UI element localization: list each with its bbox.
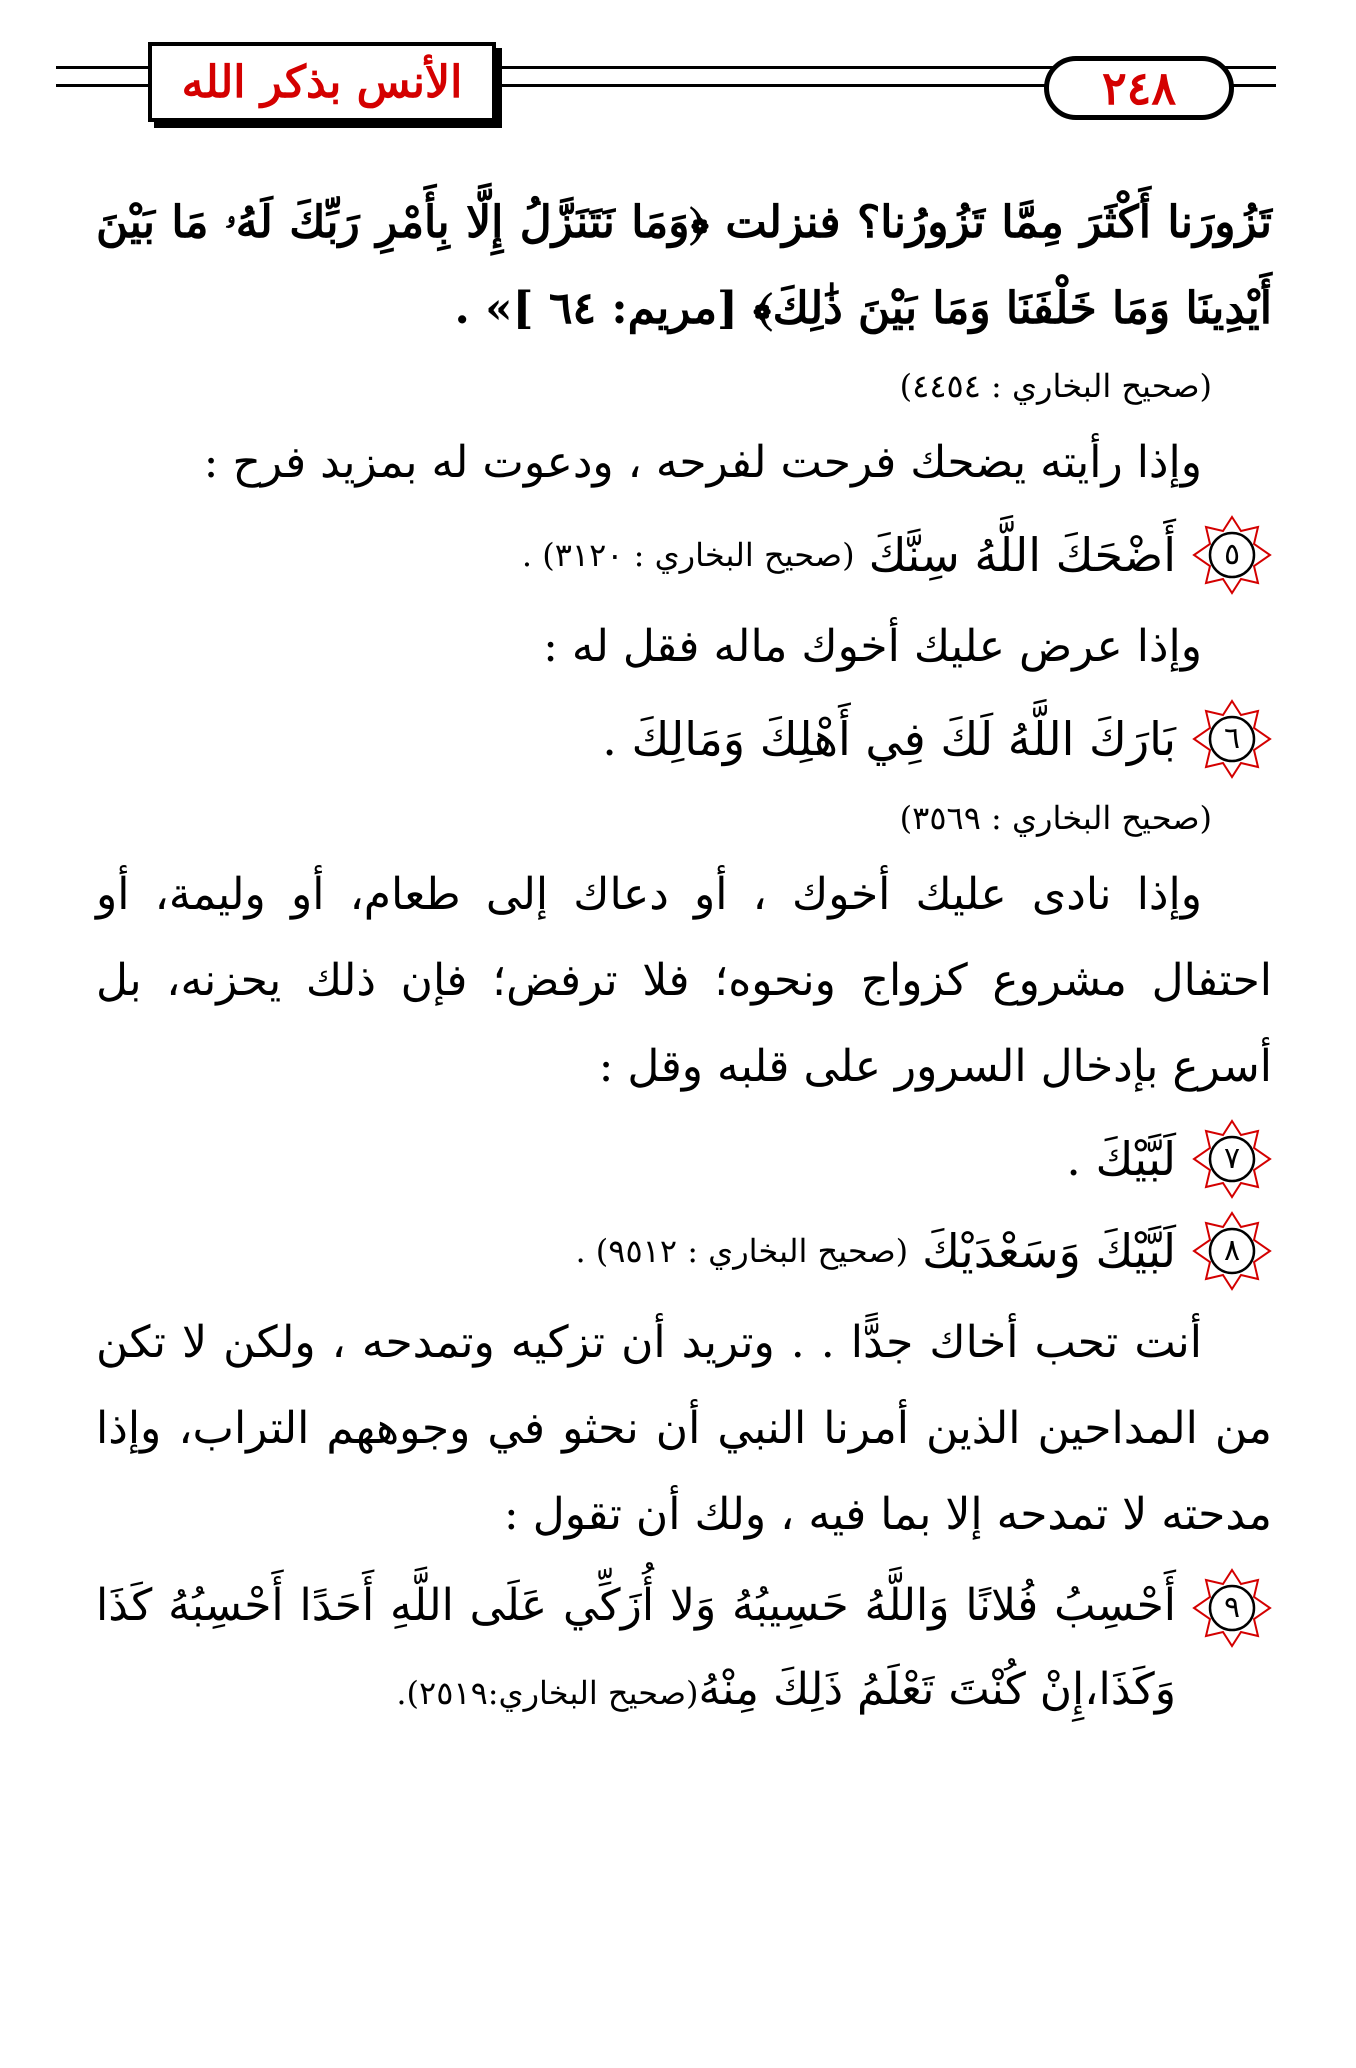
dua-text: بَارَكَ اللَّهُ لَكَ فِي أَهْلِكَ وَمَالِكَ . <box>602 712 1176 766</box>
page-header <box>0 0 1356 140</box>
dua-text: لَبَّيْكَ . <box>1066 1132 1176 1186</box>
dua-source: (صحيح البخاري : ٣١٢٠) . <box>521 536 855 574</box>
dua-text: أَضْحَكَ اللَّهُ سِنَّكَ <box>868 528 1176 582</box>
paragraph-laugh: وإذا رأيته يضحك فرحت لفرحه ، ودعوت له بمزيد فرح : <box>203 437 1202 488</box>
dua-item-9 <box>96 1564 1272 1735</box>
dua-number: ٧ <box>1223 1141 1241 1176</box>
dua-text: أَحْسِبُ فُلانًا وَاللَّهُ حَسِيبُهُ وَلا أُزَكِّي عَلَى اللَّهِ أَحَدًا أَحْسِبُهُ كَذَا وَكَذَا،إِنْ كُنْتَ تَعْلَمُ ذَلِكَ مِنْهُ <box>96 1580 1176 1715</box>
dua-item-5 <box>96 512 1272 598</box>
ornament-number-icon <box>1192 515 1272 595</box>
dua-item-8 <box>96 1208 1272 1294</box>
dua-number: ٩ <box>1223 1590 1241 1625</box>
dua-number: ٨ <box>1223 1233 1241 1268</box>
dua-source: (صحيح البخاري : ٩٥١٢) . <box>575 1232 909 1270</box>
dua-text: لَبَّيْكَ وَسَعْدَيْكَ <box>922 1224 1176 1278</box>
ornament-number-icon <box>1192 1568 1272 1648</box>
dua-source: (صحيح البخاري:٢٥١٩). <box>396 1674 699 1712</box>
ornament-number-icon <box>1192 1211 1272 1291</box>
running-title: الأنس بذكر الله <box>181 56 463 108</box>
paragraph-quran-quote: تَزُورَنا أَكْثَرَ مِمَّا تَزُورُنا؟ فنزلت ﴿وَمَا نَتَنَزَّلُ إِلَّا بِأَمْرِ رَبِّكَ لَهُۥ مَا بَيْنَ أَيْدِينَا وَمَا خَلْفَنَا وَمَا بَيْنَ ذَٰلِكَ﴾ [مريم: ٦٤ ]» . <box>96 197 1272 334</box>
hadith-reference: (صحيح البخاري : ٣٥٦٩) <box>899 799 1212 837</box>
paragraph-invitation: وإذا نادى عليك أخوك ، أو دعاك إلى طعام، أو وليمة، أو احتفال مشروع كزواج ونحوه؛ فلا ترفض؛ فإن ذلك يحزنه، بل أسرع بإدخال السرور على قلبه وقل : <box>96 869 1272 1092</box>
paragraph-praise: أنت تحب أخاك جدًّا . . وتريد أن تزكيه وتمدحه ، ولكن لا تكن من المداحين الذين أمرنا النبي أن نحثو في وجوههم التراب، وإذا مدحته لا تمدحه إلا بما فيه ، ولك أن تقول : <box>96 1317 1272 1540</box>
page-body <box>96 180 1272 1741</box>
running-title-box <box>148 42 496 122</box>
page-number: ٢٤٨ <box>1101 61 1177 115</box>
hadith-reference: (صحيح البخاري : ٤٤٥٤) <box>899 367 1212 405</box>
ornament-number-icon <box>1192 1119 1272 1199</box>
dua-item-7 <box>96 1116 1272 1202</box>
dua-number: ٦ <box>1223 721 1241 756</box>
paragraph-wealth: وإذا عرض عليك أخوك ماله فقل له : <box>543 621 1202 672</box>
page-number-oval <box>1044 56 1234 120</box>
ornament-number-icon <box>1192 699 1272 779</box>
dua-item-6 <box>96 696 1272 782</box>
dua-number: ٥ <box>1223 537 1241 572</box>
